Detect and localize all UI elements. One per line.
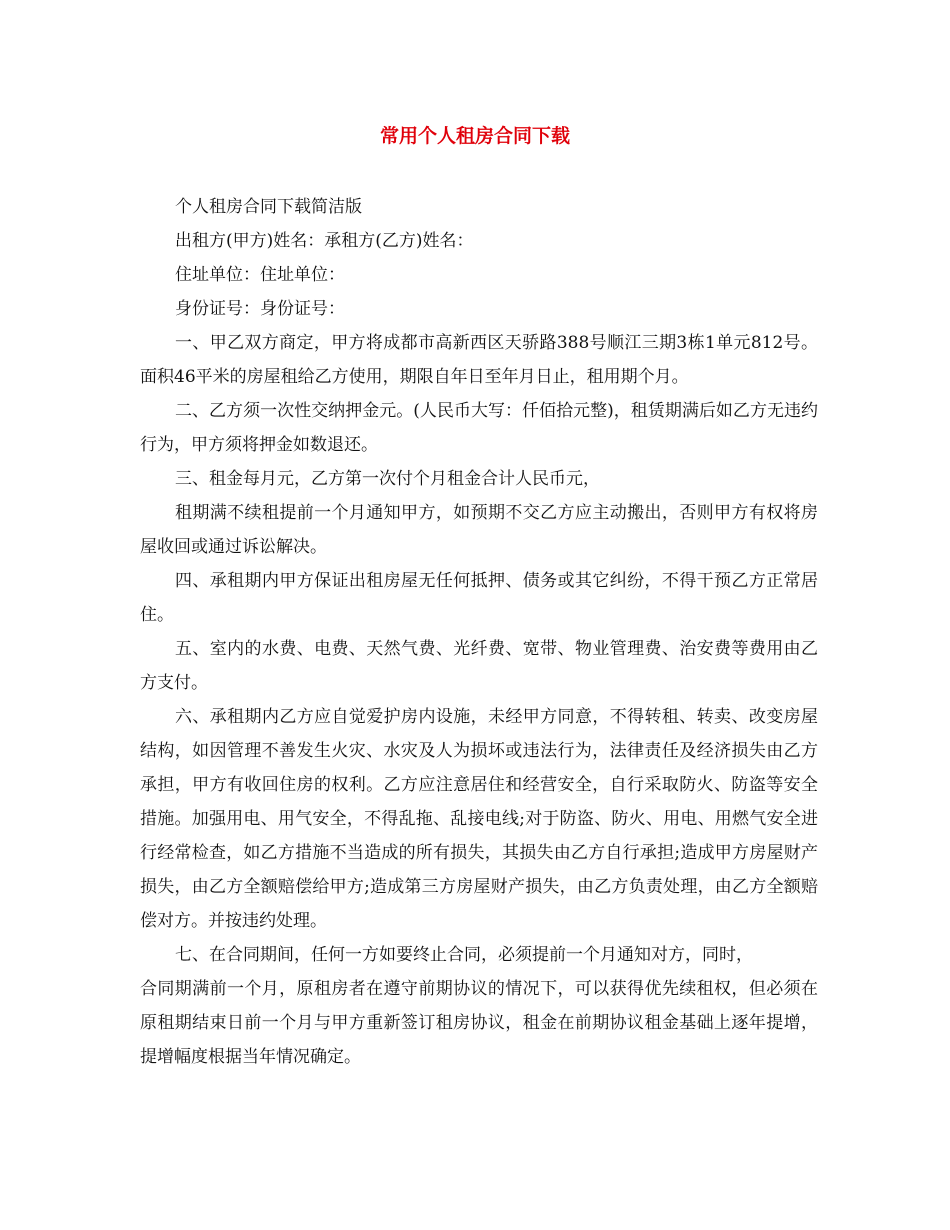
clause-5: 五、室内的水费、电费、天然气费、光纤费、宽带、物业管理费、治安费等费用由乙方支付。: [140, 639, 818, 693]
paragraph-parties-names: 出租方(甲方)姓名：承租方(乙方)姓名：: [175, 231, 474, 251]
paragraph-parties-id: 身份证号：身份证号：: [175, 299, 345, 319]
clause-3: 三、租金每月元，乙方第一次付个月租金合计人民币元，: [175, 469, 600, 489]
clause-7-continued: 合同期满前一个月，原租房者在遵守前期协议的情况下，可以获得优先续租权，但必须在原租期结束日前一个月与甲方重新签订租房协议，租金在前期协议租金基础上逐年提增，提增幅度根据当年情况确定。: [140, 979, 818, 1067]
clause-2: 二、乙方须一次性交纳押金元。(人民币大写：仟佰拾元整)，租赁期满后如乙方无违约行为，甲方须将押金如数退还。: [140, 401, 818, 455]
paragraph-parties-address: 住址单位：住址单位：: [175, 265, 345, 285]
paragraph-subtitle: 个人租房合同下载简洁版: [175, 197, 362, 217]
clause-3-continued: 租期满不续租提前一个月通知甲方，如预期不交乙方应主动搬出，否则甲方有权将房屋收回或通过诉讼解决。: [140, 503, 818, 557]
document-title: 常用个人租房合同下载: [379, 125, 570, 147]
clause-6: 六、承租期内乙方应自觉爱护房内设施，未经甲方同意，不得转租、转卖、改变房屋结构，如因管理不善发生火灾、水灾及人为损坏或违法行为，法律责任及经济损失由乙方承担，甲方有收回住房的权利。乙方应注意居住和经营安全，自行采取防火、防盗等安全措施。加强用电、用气安全，不得乱拖、乱接电线;对于防盗、防火、用电、用燃气安全进行经常检查，如乙方措施不当造成的所有损失，其损失由乙方自行承担;造成甲方房屋财产损失，由乙方全额赔偿给甲方;造成第三方房屋财产损失，由乙方负责处理，由乙方全额赔偿对方。并按违约处理。: [140, 707, 818, 931]
clause-7: 七、在合同期间，任何一方如要终止合同，必须提前一个月通知对方，同时，: [175, 945, 753, 965]
clause-1: 一、甲乙双方商定，甲方将成都市高新西区天骄路388号顺江三期3栋1单元812号。面积46平米的房屋租给乙方使用，期限自年日至年月日止，租用期个月。: [140, 333, 818, 387]
clause-4: 四、承租期内甲方保证出租房屋无任何抵押、债务或其它纠纷，不得干预乙方正常居住。: [140, 571, 818, 625]
document-body: [140, 190, 818, 1074]
